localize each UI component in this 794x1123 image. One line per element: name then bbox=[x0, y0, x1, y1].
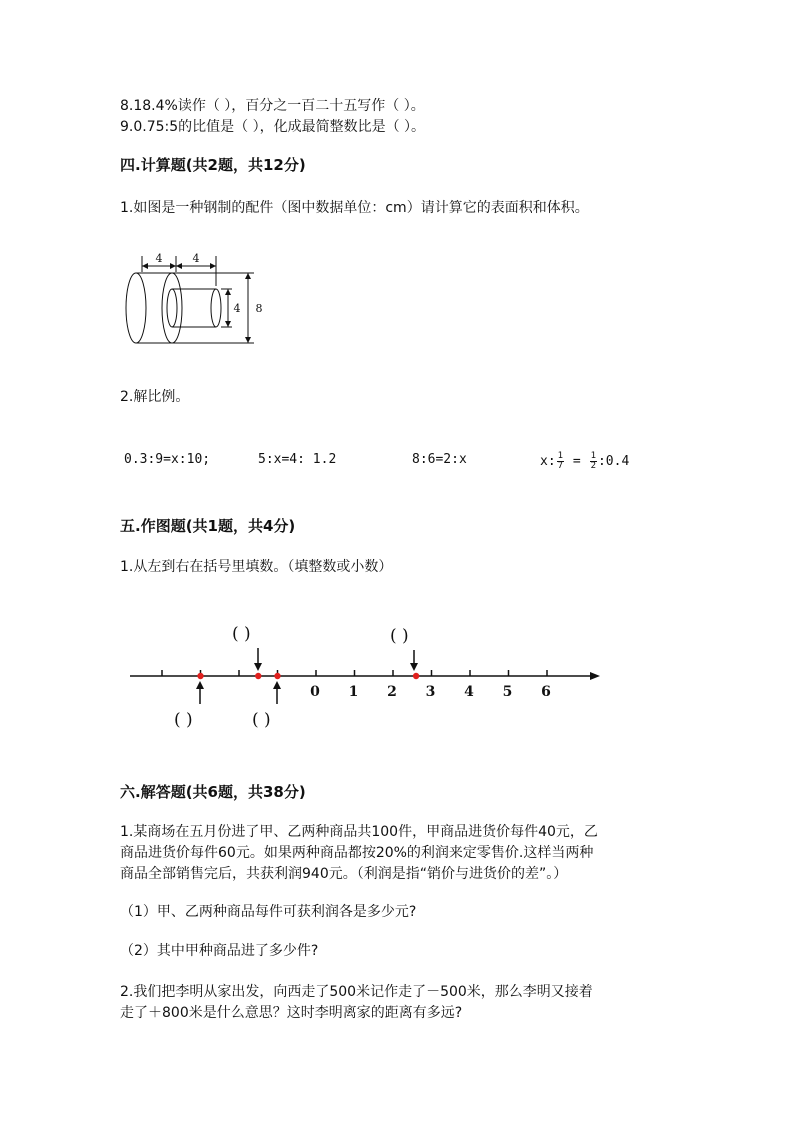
section-5-question-1: 1.从左到右在括号里填数。（填整数或小数） bbox=[120, 559, 393, 575]
number-line bbox=[0, 640, 794, 710]
label-outer-diameter: 8 bbox=[255, 302, 263, 315]
section-6-q1-sub-1: （1）甲、乙两种商品每件可获利润各是多少元? bbox=[120, 904, 417, 920]
fraction-numerator: 1 bbox=[557, 451, 564, 461]
fraction-one-half bbox=[590, 452, 597, 471]
equation-4 bbox=[540, 452, 629, 471]
section-4-question-2: 2.解比例。 bbox=[120, 389, 190, 405]
fraction-denominator: 7 bbox=[557, 461, 564, 471]
equation-3: 8:6=2:x bbox=[412, 452, 467, 467]
answer-paren-3: ( ) bbox=[174, 710, 193, 730]
eq4-prefix: x: bbox=[540, 454, 556, 469]
equation-2: 5:x=4: 1.2 bbox=[258, 452, 337, 467]
section-6-q2-line-2: 走了＋800米是什么意思？这时李明离家的距离有多远? bbox=[120, 1005, 463, 1021]
fraction-numerator: 1 bbox=[590, 451, 596, 461]
up-arrowhead-2 bbox=[273, 681, 281, 689]
answer-paren-1: ( ) bbox=[232, 624, 251, 644]
tick-label: 3 bbox=[425, 684, 436, 700]
question-8: 8.18.4%读作（ ），百分之一百二十五写作（ ）。 bbox=[120, 98, 425, 114]
number-line-arrowhead bbox=[590, 672, 600, 680]
answer-paren-4: ( ) bbox=[252, 710, 271, 730]
equation-1: 0.3:9=x:10; bbox=[124, 452, 211, 467]
answer-paren-2: ( ) bbox=[390, 626, 409, 646]
question-9: 9.0.75:5的比值是（ ），化成最简整数比是（ ）。 bbox=[120, 119, 426, 135]
steel-part-figure bbox=[120, 250, 270, 350]
section-6-q1-sub-2: （2）其中甲种商品进了多少件? bbox=[120, 943, 319, 959]
down-arrowhead-2 bbox=[410, 663, 418, 671]
section-6-q1-line-3: 商品全部销售完后，共获利润940元。（利润是指“销价与进货价的差”。） bbox=[120, 866, 568, 882]
section-6-heading: 六.解答题(共6题，共38分) bbox=[120, 783, 306, 801]
section-4-question-1: 1.如图是一种钢制的配件（图中数据单位：cm）请计算它的表面积和体积。 bbox=[120, 200, 589, 216]
tick-label: 4 bbox=[464, 684, 474, 700]
fraction-denominator: 2 bbox=[590, 461, 596, 471]
section-6-q1-line-1: 1.某商场在五月份进了甲、乙两种商品共100件，甲商品进货价每件40元，乙 bbox=[120, 824, 598, 840]
marked-point bbox=[197, 673, 203, 679]
label-top-right: 4 bbox=[192, 252, 200, 265]
marked-point bbox=[255, 673, 261, 679]
eq4-suffix: :0.4 bbox=[597, 454, 630, 469]
tick-label: 0 bbox=[310, 684, 320, 700]
up-arrowhead-1 bbox=[196, 681, 204, 689]
marked-point bbox=[413, 673, 419, 679]
section-4-heading: 四.计算题(共2题，共12分) bbox=[120, 156, 306, 174]
label-inner-diameter: 4 bbox=[233, 302, 241, 315]
tick-label: 2 bbox=[387, 684, 397, 700]
section-6-q2-line-1: 2.我们把李明从家出发，向西走了500米记作走了－500米，那么李明又接着 bbox=[120, 984, 593, 1000]
section-6-q1-line-2: 商品进货价每件60元。如果两种商品都按20%的利润来定零售价.这样当两种 bbox=[120, 845, 594, 861]
tick-label: 6 bbox=[541, 684, 551, 700]
fraction-one-seventh bbox=[557, 452, 564, 471]
eq4-equals: = bbox=[565, 454, 589, 469]
label-top-left: 4 bbox=[155, 252, 163, 265]
section-5-heading: 五.作图题(共1题，共4分) bbox=[120, 517, 296, 535]
marked-point bbox=[274, 673, 280, 679]
tick-label: 1 bbox=[348, 684, 359, 700]
tick-label: 5 bbox=[502, 684, 513, 700]
down-arrowhead-1 bbox=[254, 663, 262, 671]
